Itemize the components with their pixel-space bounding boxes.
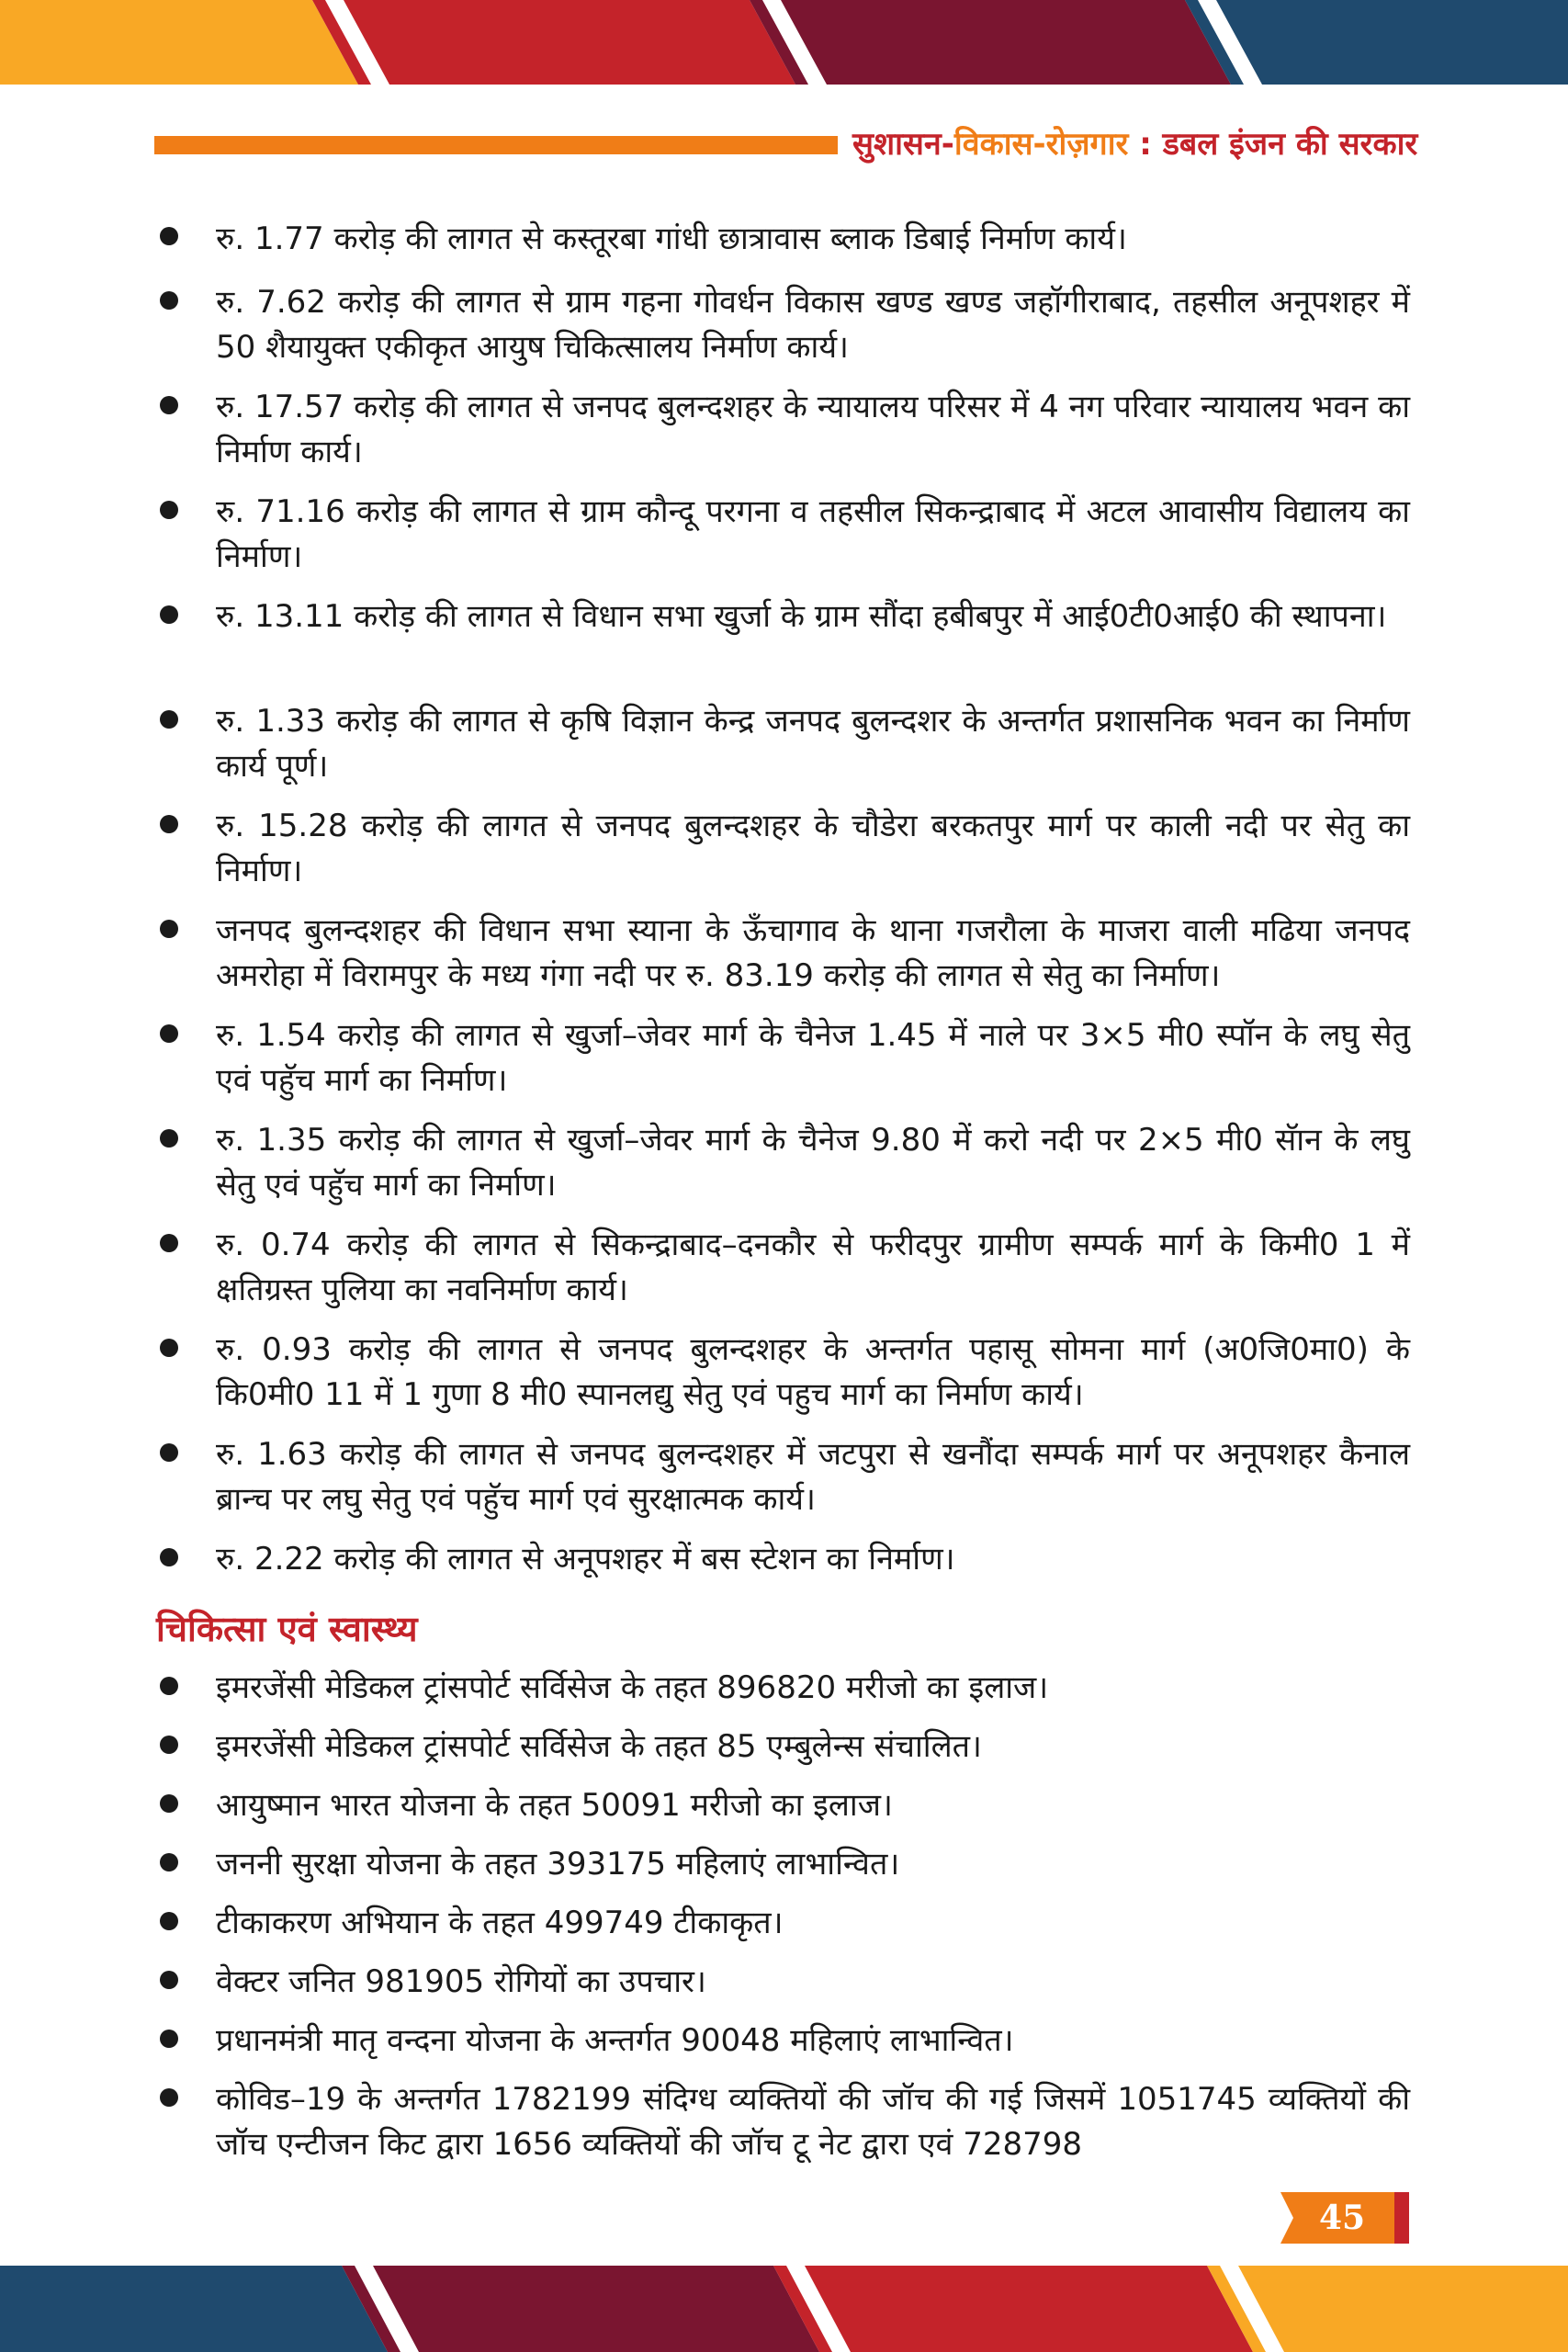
page-number: 45 xyxy=(1318,2199,1366,2237)
list-item: जनपद बुलन्दशहर की विधान सभा स्याना के ऊँचागाव के थाना गजरौला के माजरा वाली मढिया जनपद अमरोहा में विरामपुर के मध्य गंगा नदी पर रु. 83.19 करोड़ की लागत से सेतु का निर्माण। xyxy=(216,912,1410,994)
list-item: रु. 1.77 करोड़ की लागत से कस्तूरबा गांधी छात्रावास ब्लाक डिबाई निर्माण कार्य। xyxy=(216,220,1127,257)
list-bullet xyxy=(160,501,178,519)
list-bullet xyxy=(160,1024,178,1043)
list-item: रु. 13.11 करोड़ की लागत से विधान सभा खुर्जा के ग्राम सौंदा हबीबपुर में आई0टी0आई0 की स्थापना। xyxy=(216,598,1387,635)
section-heading-health: चिकित्सा एवं स्वास्थ्य xyxy=(156,1608,418,1649)
list-item: आयुष्मान भारत योजना के तहत 50091 मरीजो का इलाज। xyxy=(216,1787,893,1824)
list-item: रु. 1.35 करोड़ की लागत से खुर्जा–जेवर मार्ग के चैनेज 9.80 में करो नदी पर 2×5 मी0 सॅान के लघु सेतु एवं पहुॅच मार्ग का निर्माण। xyxy=(216,1122,1410,1204)
list-item: वेक्टर जनित 981905 रोगियों का उपचार। xyxy=(216,1963,706,2000)
list-item: रु. 0.93 करोड़ की लागत से जनपद बुलन्दशहर के अन्तर्गत पहासू सोमना मार्ग (अ0जि0मा0) के कि0मी0 11 में 1 गुणा 8 मी0 स्पानलद्यु सेतु एवं पहुच मार्ग का निर्माण कार्य। xyxy=(216,1331,1410,1413)
header-title-part3: : डबल इंजन की सरकार xyxy=(1128,126,1418,163)
list-bullet xyxy=(160,710,178,729)
list-item: इमरजेंसी मेडिकल ट्रांसपोर्ट सर्विसेज के तहत 896820 मरीजो का इलाज। xyxy=(216,1669,1049,1706)
list-bullet xyxy=(160,1912,178,1930)
list-bullet xyxy=(160,1677,178,1695)
list-bullet xyxy=(160,1736,178,1754)
list-bullet xyxy=(160,291,178,310)
list-bullet xyxy=(160,1443,178,1462)
list-bullet xyxy=(160,1339,178,1357)
list-item: रु. 15.28 करोड़ की लागत से जनपद बुलन्दशहर के चौडेरा बरकतपुर मार्ग पर काली नदी पर सेतु का निर्माण। xyxy=(216,808,1410,889)
list-bullet xyxy=(160,1853,178,1871)
list-item: टीकाकरण अभियान के तहत 499749 टीकाकृत। xyxy=(216,1905,784,1941)
list-item: रु. 71.16 करोड़ की लागत से ग्राम कौन्दू परगना व तहसील सिकन्द्राबाद में अटल आवासीय विद्यालय का निर्माण। xyxy=(216,493,1410,575)
list-item: रु. 1.54 करोड़ की लागत से खुर्जा–जेवर मार्ग के चैनेज 1.45 में नाले पर 3×5 मी0 स्पॉन के लघु सेतु एवं पहुॅच मार्ग का निर्माण। xyxy=(216,1017,1410,1099)
bottom-decorative-band xyxy=(0,2266,1568,2352)
list-bullet xyxy=(160,815,178,833)
list-item: कोविड–19 के अन्तर्गत 1782199 संदिग्ध व्यक्तियों की जॉच की गई जिसमें 1051745 व्यक्तियों की जॉच एन्टीजन किट द्वारा 1656 व्यक्तियों की जॉच टू नेट द्वारा एवं 728798 xyxy=(216,2081,1410,2163)
list-bullet xyxy=(160,2088,178,2107)
list-bullet xyxy=(160,1548,178,1566)
list-item: इमरजेंसी मेडिकल ट्रांसपोर्ट सर्विसेज के तहत 85 एम्बुलेन्स संचालित। xyxy=(216,1728,982,1765)
header-title-part1: सुशासन- xyxy=(852,126,954,163)
list-bullet xyxy=(160,1794,178,1813)
list-bullet xyxy=(160,605,178,624)
list-bullet xyxy=(160,1971,178,1989)
list-item: रु. 7.62 करोड़ की लागत से ग्राम गहना गोवर्धन विकास खण्ड खण्ड जहॉगीराबाद, तहसील अनूपशहर में 50 शैयायुक्त एकीकृत आयुष चिकित्सालय निर्माण कार्य। xyxy=(216,284,1410,366)
list-item: जननी सुरक्षा योजना के तहत 393175 महिलाएं लाभान्वित। xyxy=(216,1846,900,1883)
list-bullet xyxy=(160,920,178,938)
list-item: रु. 1.33 करोड़ की लागत से कृषि विज्ञान केन्द्र जनपद बुलन्दशर के अन्तर्गत प्रशासनिक भवन का निर्माण कार्य पूर्ण। xyxy=(216,703,1410,785)
header-title-part2: विकास-रोज़गार xyxy=(953,126,1129,163)
list-bullet xyxy=(160,2030,178,2048)
list-item: रु. 2.22 करोड़ की लागत से अनूपशहर में बस स्टेशन का निर्माण। xyxy=(216,1541,955,1577)
list-bullet xyxy=(160,1234,178,1252)
list-bullet xyxy=(160,1129,178,1148)
list-bullet xyxy=(160,396,178,414)
list-item: रु. 1.63 करोड़ की लागत से जनपद बुलन्दशहर में जटपुरा से खनौंदा सम्पर्क मार्ग पर अनूपशहर कैनाल ब्रान्च पर लघु सेतु एवं पहुॅच मार्ग एवं सुरक्षात्मक कार्य। xyxy=(216,1436,1410,1518)
list-bullet xyxy=(160,227,178,245)
list-item: रु. 17.57 करोड़ की लागत से जनपद बुलन्दशहर के न्यायालय परिसर में 4 नग परिवार न्यायालय भवन का निर्माण कार्य। xyxy=(216,389,1411,470)
list-item: रु. 0.74 करोड़ की लागत से सिकन्द्राबाद–दनकौर से फरीदपुर ग्रामीण सम्पर्क मार्ग के किमी0 1 में क्षतिग्रस्त पुलिया का नवनिर्माण कार्य। xyxy=(216,1227,1410,1308)
list-item: प्रधानमंत्री मातृ वन्दना योजना के अन्तर्गत 90048 महिलाएं लाभान्वित। xyxy=(216,2022,1014,2059)
